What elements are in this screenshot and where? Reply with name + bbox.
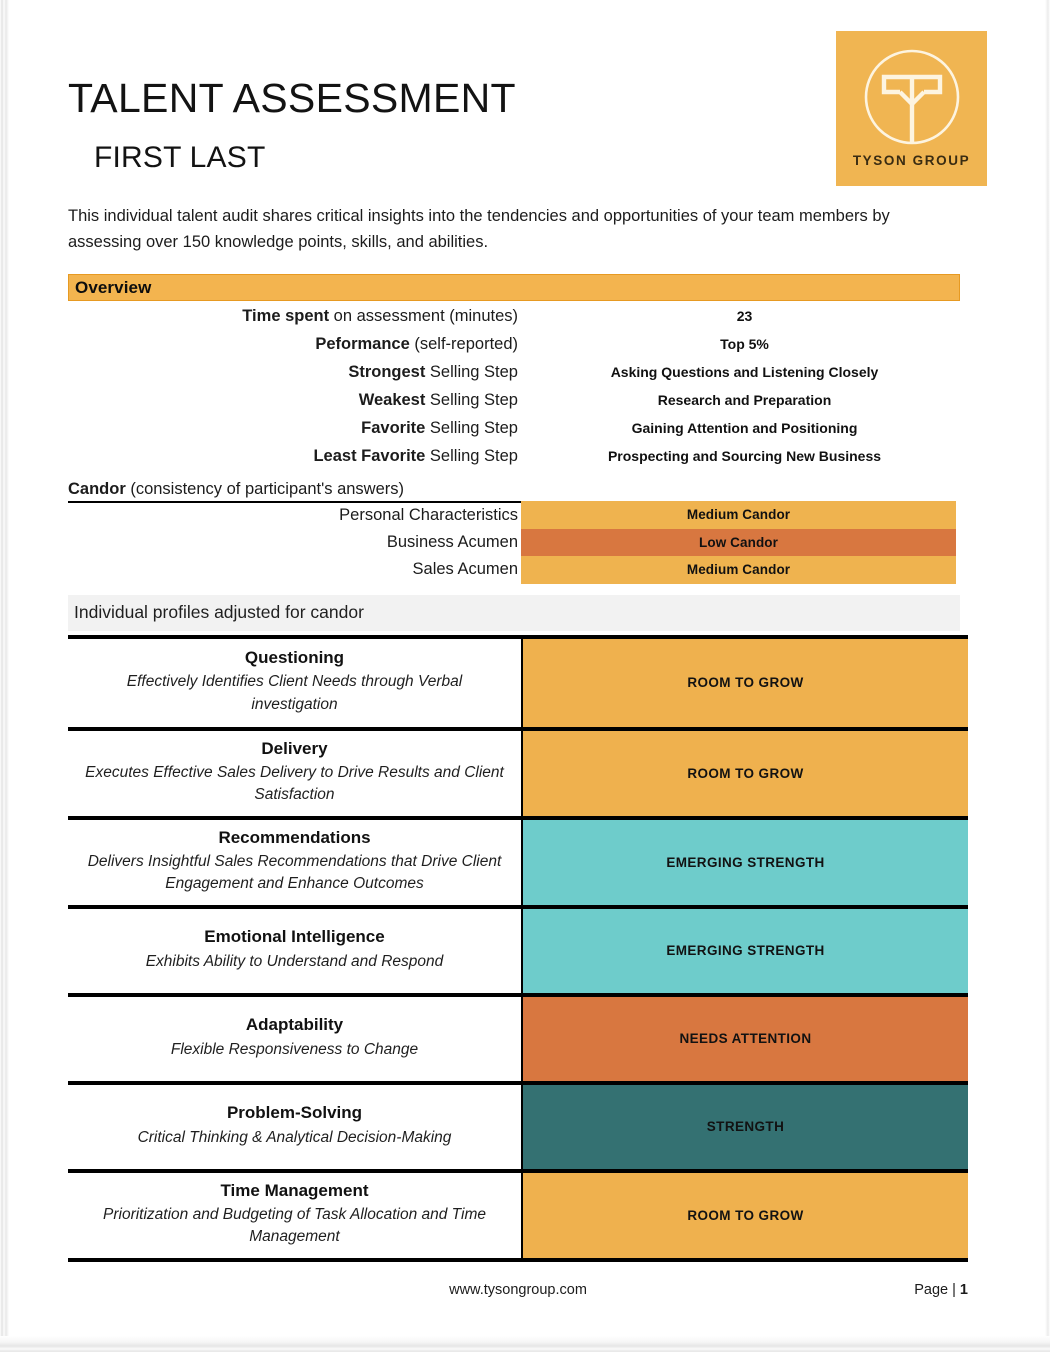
profile-competency-description: Exhibits Ability to Understand and Respond bbox=[145, 952, 444, 970]
profile-row bbox=[68, 731, 968, 820]
page-bottom-edge bbox=[0, 1336, 1050, 1352]
candor-heading-rest: (consistency of participant's answers) bbox=[125, 480, 405, 499]
profile-row-info bbox=[68, 820, 523, 905]
profile-row-info bbox=[68, 639, 523, 727]
profile-competency-name: Problem-Solving bbox=[226, 1103, 363, 1123]
overview-row-label-strong: Favorite bbox=[361, 419, 426, 438]
overview-row-label-strong: Time spent bbox=[242, 307, 330, 326]
profiles-section-label: Individual profiles adjusted for candor bbox=[74, 602, 364, 623]
overview-row-label-rest: Selling Step bbox=[425, 447, 518, 466]
overview-row-value: Top 5% bbox=[720, 336, 769, 353]
candor-status-badge: Low Candor bbox=[521, 529, 956, 557]
overview-row-label bbox=[68, 419, 521, 438]
profile-rating-badge: EMERGING STRENGTH bbox=[523, 909, 968, 993]
profile-competency-name: Emotional Intelligence bbox=[204, 927, 385, 947]
overview-row bbox=[68, 391, 968, 419]
profile-competency-name: Time Management bbox=[220, 1180, 369, 1200]
participant-name: FIRST LAST bbox=[94, 141, 266, 174]
profile-row bbox=[68, 1085, 968, 1173]
overview-row bbox=[68, 447, 968, 475]
profile-competency-name: Adaptability bbox=[245, 1015, 344, 1035]
candor-heading bbox=[68, 480, 968, 499]
overview-section-header bbox=[68, 274, 960, 301]
document-header bbox=[68, 0, 971, 200]
candor-heading-bold: Candor bbox=[68, 480, 126, 499]
profile-row-info bbox=[68, 1173, 523, 1258]
profile-competency-description: Executes Effective Sales Delivery to Drive Results and Client Satisfaction bbox=[85, 763, 504, 804]
profile-rating-badge: STRENGTH bbox=[523, 1085, 968, 1169]
profile-row-info bbox=[68, 1085, 523, 1169]
profile-rating-badge: ROOM TO GROW bbox=[523, 731, 968, 816]
profile-row-info bbox=[68, 997, 523, 1081]
profiles-section-band bbox=[68, 595, 960, 631]
overview-row-label bbox=[68, 307, 521, 326]
overview-row-label-strong: Weakest bbox=[358, 391, 426, 410]
overview-row-value: Research and Preparation bbox=[657, 392, 832, 409]
profile-competency-description: Prioritization and Budgeting of Task Allocation and Time Management bbox=[103, 1205, 486, 1246]
profile-competency-description: Flexible Responsiveness to Change bbox=[170, 1040, 419, 1058]
footer-website: www.tysongroup.com bbox=[449, 1282, 587, 1298]
profile-rating-badge: ROOM TO GROW bbox=[523, 639, 968, 727]
overview-rows bbox=[68, 307, 968, 475]
overview-row-label-rest: on assessment (minutes) bbox=[329, 307, 518, 326]
overview-row bbox=[68, 335, 968, 363]
profile-rating-badge: EMERGING STRENGTH bbox=[523, 820, 968, 905]
profile-row bbox=[68, 997, 968, 1085]
candor-row bbox=[68, 556, 968, 584]
overview-row bbox=[68, 419, 968, 447]
page-left-edge bbox=[0, 0, 10, 1352]
profile-rating-badge: ROOM TO GROW bbox=[523, 1173, 968, 1258]
overview-row-label bbox=[68, 363, 521, 382]
profile-competency-name: Delivery bbox=[261, 738, 328, 758]
profile-row bbox=[68, 909, 968, 997]
overview-row bbox=[68, 363, 968, 391]
overview-row-label-rest: Selling Step bbox=[425, 363, 518, 382]
profile-competency-description: Effectively Identifies Client Needs through Verbal investigation bbox=[126, 673, 463, 713]
profiles-table bbox=[68, 635, 968, 1262]
profile-row bbox=[68, 820, 968, 909]
footer-page-number bbox=[848, 1282, 968, 1298]
candor-row-label: Business Acumen bbox=[68, 529, 521, 557]
overview-row-value: Gaining Attention and Positioning bbox=[631, 420, 858, 437]
overview-header-label: Overview bbox=[75, 277, 152, 297]
intro-paragraph: This individual talent audit shares critical insights into the tendencies and opportunities of your team members by assessing over 150 knowledge points, skills, and abilities. bbox=[68, 207, 890, 251]
page-right-edge bbox=[1044, 0, 1050, 1352]
profile-competency-name: Recommendations bbox=[218, 827, 371, 847]
overview-row-value: Asking Questions and Listening Closely bbox=[610, 364, 879, 381]
overview-row-value: Prospecting and Sourcing New Business bbox=[607, 448, 882, 465]
candor-row-label: Sales Acumen bbox=[68, 556, 521, 584]
overview-row-label-rest: Selling Step bbox=[425, 419, 518, 438]
overview-row-label bbox=[68, 447, 521, 466]
profile-competency-description: Delivers Insightful Sales Recommendations that Drive Client Engagement and Enhance Outcomes bbox=[87, 852, 502, 893]
overview-row-label-strong: Strongest bbox=[348, 363, 426, 382]
tyson-t-circle-icon bbox=[858, 43, 966, 151]
tyson-group-logo bbox=[836, 31, 987, 186]
overview-row-label bbox=[68, 391, 521, 410]
candor-status-badge: Medium Candor bbox=[521, 556, 956, 584]
profile-row bbox=[68, 639, 968, 731]
candor-row-label: Personal Characteristics bbox=[68, 501, 521, 529]
page-footer bbox=[68, 1282, 968, 1298]
candor-row bbox=[68, 501, 968, 529]
profile-competency-description: Critical Thinking & Analytical Decision-Making bbox=[137, 1128, 452, 1146]
overview-row-value: 23 bbox=[736, 308, 753, 325]
profile-row-info bbox=[68, 731, 523, 816]
overview-row-label-strong: Least Favorite bbox=[313, 447, 426, 466]
page-title: TALENT ASSESSMENT bbox=[68, 75, 516, 121]
profile-row bbox=[68, 1173, 968, 1262]
footer-page-value: 1 bbox=[959, 1282, 968, 1298]
profile-row-info bbox=[68, 909, 523, 993]
overview-row-label-rest: (self-reported) bbox=[409, 335, 518, 354]
logo-wordmark: TYSON GROUP bbox=[852, 153, 971, 168]
overview-row-label-rest: Selling Step bbox=[425, 391, 518, 410]
overview-row-label bbox=[68, 335, 521, 354]
footer-page-label: Page | bbox=[914, 1282, 960, 1298]
candor-row bbox=[68, 529, 968, 557]
candor-table bbox=[68, 501, 968, 584]
overview-row-label-strong: Peformance bbox=[315, 335, 410, 354]
profile-rating-badge: NEEDS ATTENTION bbox=[523, 997, 968, 1081]
candor-status-badge: Medium Candor bbox=[521, 501, 956, 529]
profile-competency-name: Questioning bbox=[244, 648, 345, 668]
overview-row bbox=[68, 307, 968, 335]
